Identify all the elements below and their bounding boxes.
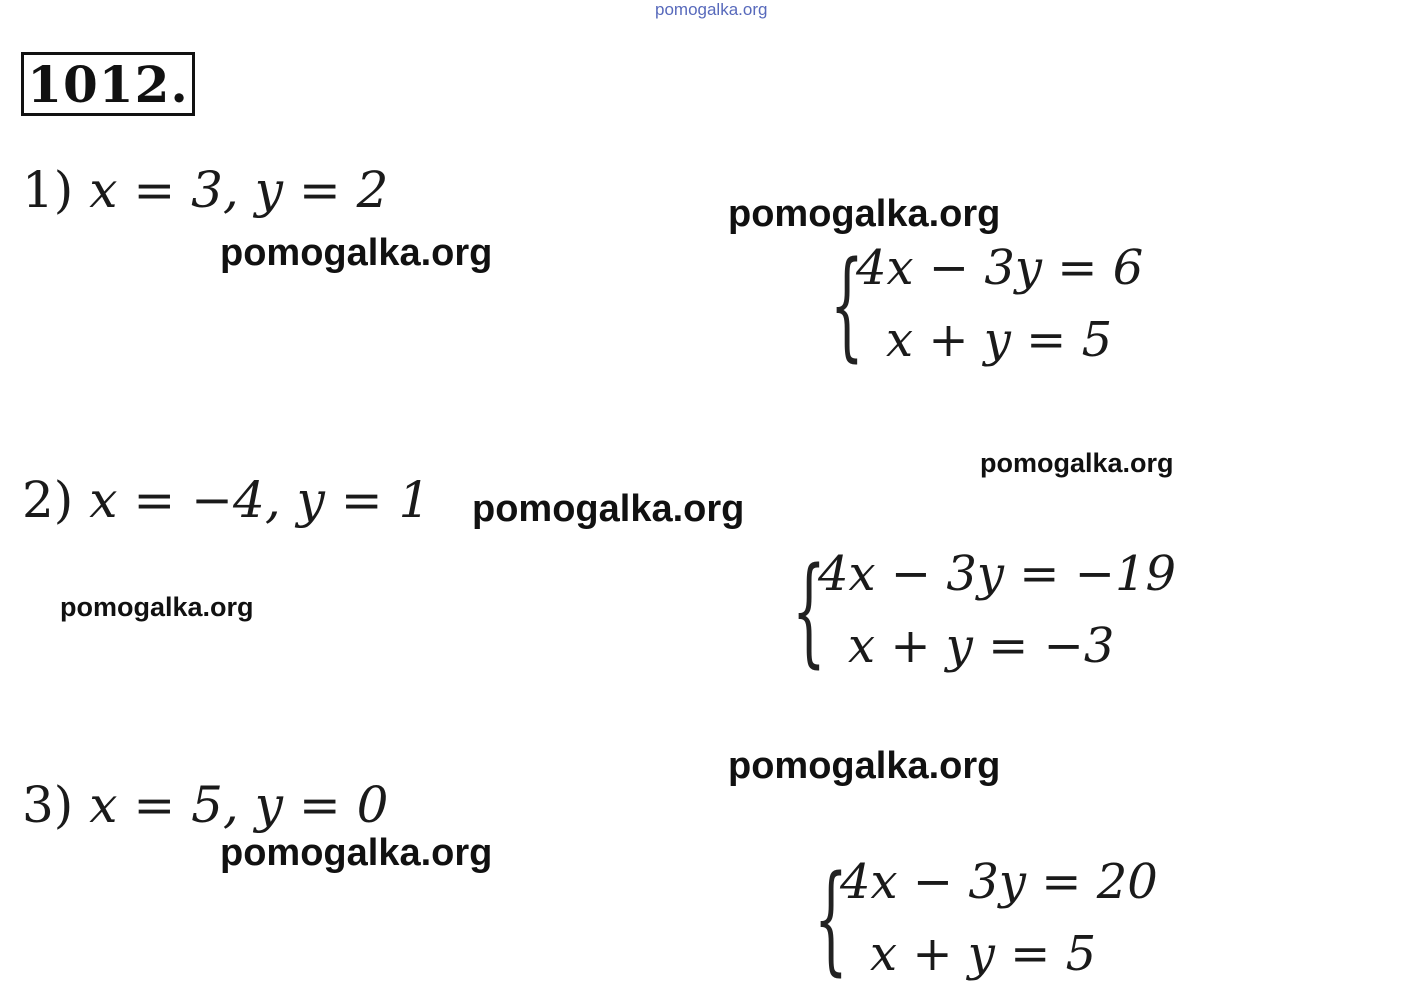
system-2-equation-2: x + y = −3	[848, 618, 1115, 674]
watermark: pomogalka.org	[728, 745, 1001, 787]
answer-2-index: 2)	[22, 471, 74, 529]
problem-number: 1012.	[21, 52, 195, 116]
watermark: pomogalka.org	[220, 232, 493, 274]
system-3-equation-1: 4x − 3y = 20	[840, 854, 1158, 910]
answer-3-expression: x = 5, y = 0	[89, 776, 389, 834]
answer-2-expression: x = −4, y = 1	[89, 471, 431, 529]
answer-1-index: 1)	[22, 161, 74, 219]
system-1-equation-1: 4x − 3y = 6	[856, 240, 1144, 296]
answer-1-expression: x = 3, y = 2	[89, 161, 389, 219]
answer-1	[22, 160, 388, 220]
watermark: pomogalka.org	[980, 448, 1174, 478]
brace-icon: {	[792, 541, 826, 679]
brace-icon: {	[830, 235, 864, 373]
answer-3	[22, 775, 388, 835]
equation-system-2	[792, 538, 1176, 682]
answer-2	[22, 470, 430, 530]
system-2-equation-1: 4x − 3y = −19	[818, 546, 1177, 602]
equation-system-1	[830, 232, 1143, 376]
answer-3-index: 3)	[22, 776, 74, 834]
system-1-equation-2: x + y = 5	[886, 312, 1113, 368]
watermark-top: pomogalka.org	[655, 0, 768, 19]
watermark: pomogalka.org	[220, 832, 493, 874]
system-3-equation-2: x + y = 5	[870, 926, 1097, 982]
watermark: pomogalka.org	[60, 592, 254, 622]
watermark: pomogalka.org	[472, 488, 745, 530]
brace-icon: {	[814, 849, 848, 987]
watermark: pomogalka.org	[728, 193, 1001, 235]
equation-system-3	[814, 846, 1158, 990]
